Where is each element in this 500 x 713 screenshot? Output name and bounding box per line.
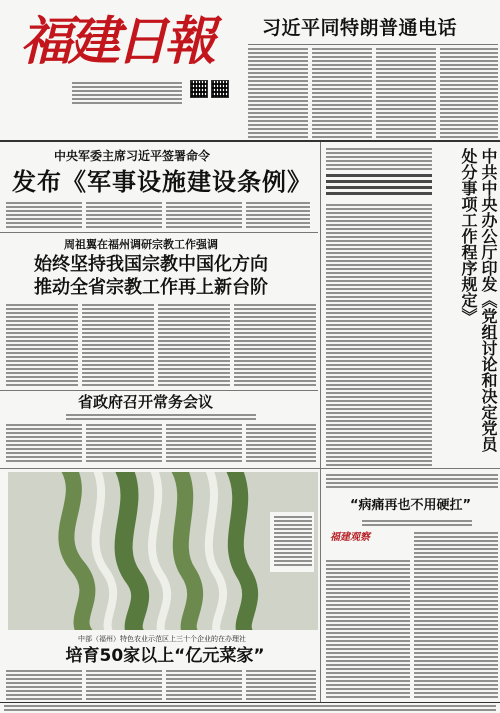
council-headline: 省政府召开常务会议: [78, 393, 214, 411]
military-body-col3: [166, 202, 242, 228]
qr-code-icon-2: [211, 80, 229, 98]
religion-body-col1: [6, 304, 78, 386]
council-body-col4: [246, 424, 316, 462]
masthead-info-line: [72, 82, 182, 106]
side-story-body: [326, 204, 432, 468]
top-story-body-col3: [376, 48, 436, 138]
side-story-intro: [326, 148, 432, 170]
commentary-byline: [362, 520, 472, 526]
right-lower-text-top: [326, 474, 498, 488]
aerial-photo-image: [8, 472, 318, 630]
side-story-headline: 中共中央办公厅印发《党组讨论和决定党员处分事项工作程序规定》: [459, 148, 498, 452]
agri-kicker: 中部（福州）特色农业示范区上三十个企业的在办理社: [78, 635, 246, 643]
military-kicker: 中央军委主席习近平签署命令: [54, 149, 211, 163]
religion-body-col4: [234, 304, 316, 386]
top-story-body-col4: [440, 48, 498, 138]
military-body-col1: [6, 202, 82, 228]
religion-kicker: 周祖翼在福州调研宗教工作强调: [64, 238, 218, 251]
column-logo: [330, 532, 376, 556]
commentary-body-right: [414, 532, 498, 700]
photo-caption: [274, 516, 312, 568]
council-subhead: [66, 414, 256, 420]
religion-headline-line1: 始终坚持我国宗教中国化方向: [34, 254, 268, 275]
side-story-subhead: [326, 174, 432, 200]
top-story-body-col1: [248, 48, 308, 138]
masthead-title: 福建日報: [20, 11, 213, 72]
top-story-headline: 习近平同特朗普通电话: [262, 17, 458, 39]
religion-headline-line2: 推动全省宗教工作再上新台阶: [34, 277, 268, 298]
footer-info: [4, 705, 496, 711]
agri-body-col3: [166, 670, 242, 700]
military-headline: 发布《军事设施建设条例》: [12, 168, 312, 196]
top-story-body-col2: [312, 48, 372, 138]
military-body-col2: [86, 202, 162, 228]
religion-body-col3: [158, 304, 230, 386]
column-logo-text: 福建观察: [330, 532, 370, 543]
agri-body-col1: [6, 670, 82, 700]
religion-body-col2: [82, 304, 154, 386]
military-body-col4: [246, 202, 310, 228]
commentary-body-left: [326, 560, 410, 700]
commentary-title: “病痛再也不用硬扛”: [350, 498, 472, 513]
council-body-col2: [86, 424, 162, 462]
agri-body-col4: [246, 670, 316, 700]
council-body-col3: [166, 424, 242, 462]
agri-body-col2: [86, 670, 162, 700]
qr-code-icon: [190, 80, 208, 98]
aerial-photo: [8, 472, 318, 630]
agri-headline: 培育50家以上“亿元菜家”: [65, 646, 265, 666]
council-body-col1: [6, 424, 82, 462]
